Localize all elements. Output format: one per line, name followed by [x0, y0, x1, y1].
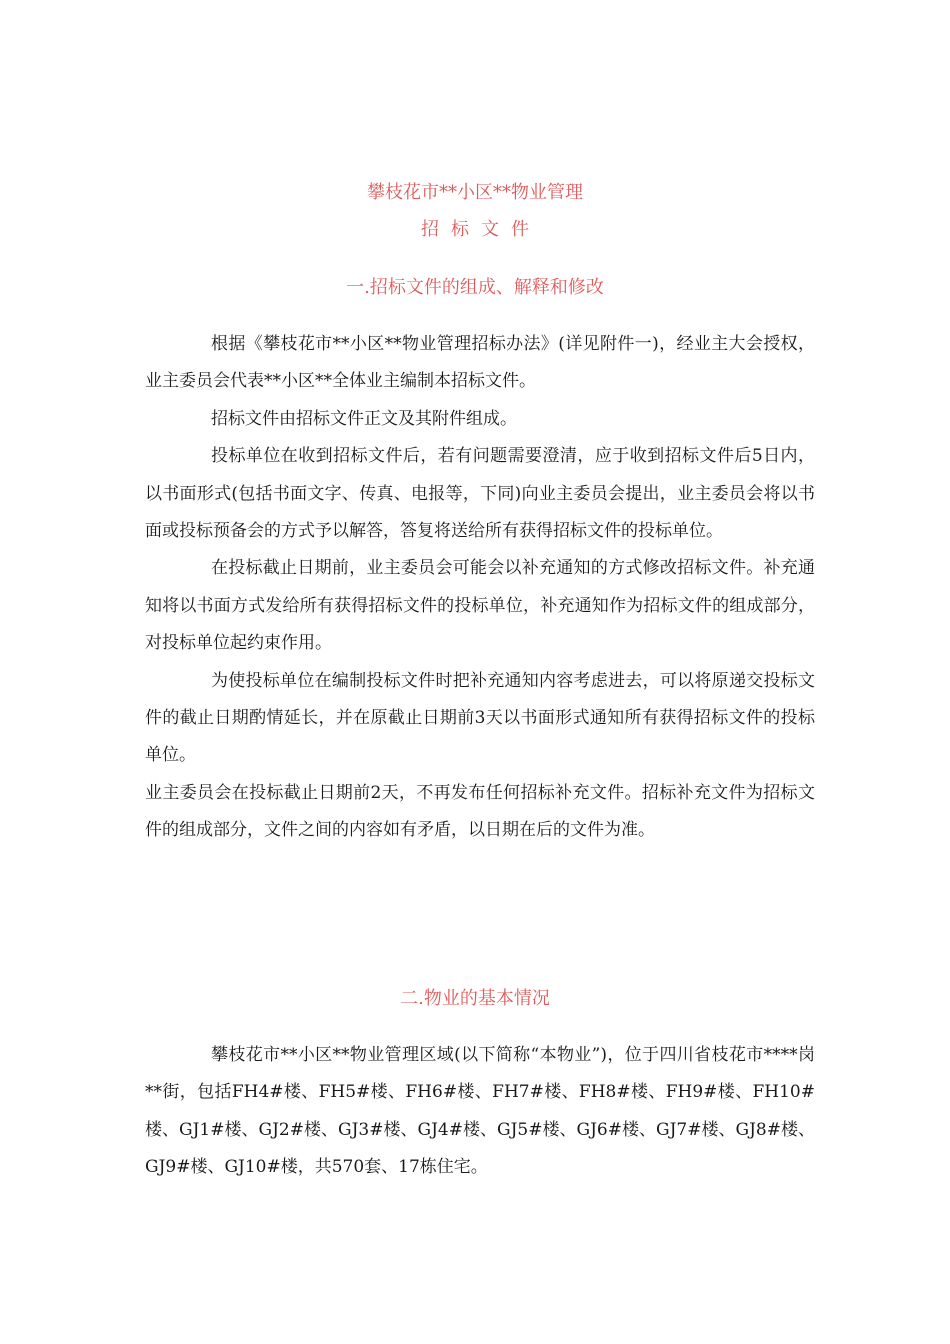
document-title: 攀枝花市**小区**物业管理 [367, 182, 583, 203]
section-body [145, 1037, 815, 1187]
document-subtitle: 招标文件 [421, 219, 541, 240]
paragraph: 攀枝花市**小区**物业管理区域(以下简称“本物业”)，位于四川省枝花市****岗**街，包括FH4#楼、FH5#楼、FH6#楼、FH7#楼、FH8#楼、FH9#楼、FH10#楼、GJ1#楼、GJ2#楼、GJ3#楼、GJ4#楼、GJ5#楼、GJ6#楼、GJ7#楼、GJ8#楼、GJ9#楼、GJ10#楼，共570套、17栋住宅。 [145, 1045, 815, 1178]
paragraph: 投标单位在收到招标文件后，若有问题需要澄清，应于收到招标文件后5日内，以书面形式(包括书面文字、传真、电报等，下同)向业主委员会提出，业主委员会将以书面或投标预备会的方式予以解答，答复将送给所有获得招标文件的投标单位。 [145, 446, 815, 542]
paragraph: 根据《攀枝花市**小区**物业管理招标办法》(详见附件一)，经业主大会授权，业主委员会代表**小区**全体业主编制本招标文件。 [145, 334, 815, 392]
paragraph: 在投标截止日期前，业主委员会可能会以补充通知的方式修改招标文件。补充通知将以书面方式发给所有获得招标文件的投标单位，补充通知作为招标文件的组成部分，对投标单位起约束作用。 [145, 558, 815, 654]
section-body [145, 326, 815, 850]
paragraph: 为使投标单位在编制投标文件时把补充通知内容考虑进去，可以将原递交投标文件的截止日期酌情延长，并在原截止日期前3天以书面形式通知所有获得招标文件的投标单位。 [145, 670, 815, 766]
section-heading: 二.物业的基本情况 [400, 988, 550, 1009]
paragraph: 招标文件由招标文件正文及其附件组成。 [211, 408, 517, 429]
paragraph: 业主委员会在投标截止日期前2天，不再发布任何招标补充文件。招标补充文件为招标文件的组成部分，文件之间的内容如有矛盾，以日期在后的文件为准。 [145, 782, 815, 841]
section-heading: 一.招标文件的组成、解释和修改 [346, 277, 604, 298]
